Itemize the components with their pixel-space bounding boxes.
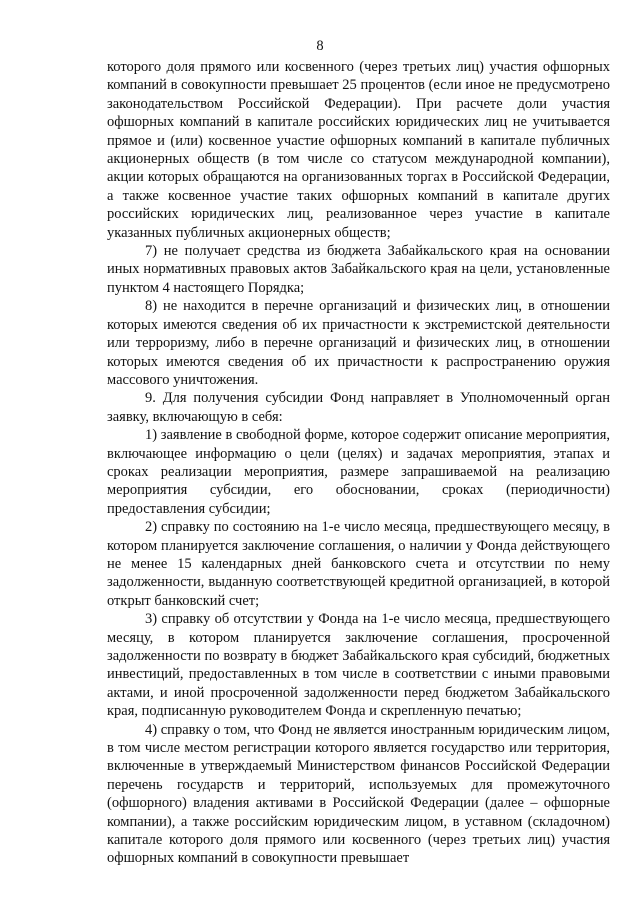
paragraph-subitem-2: 2) справку по состоянию на 1-е число месяца, предшествующего месяцу, в котором планируется заключение соглашения, о наличии у Фонда действующего не менее 15 календарных дней банковского счета и отсутствии по нему задолженности, выданную соответствующей кредитной организацией, в которой открыт банковский счет;: [107, 519, 610, 609]
paragraph-item-7: 7) не получает средства из бюджета Забайкальского края на основании иных нормативных правовых актов Забайкальского края на цели, установленные пунктом 4 настоящего Порядка;: [107, 243, 610, 296]
paragraph-item-8: 8) не находится в перечне организаций и физических лиц, в отношении которых имеются сведения об их причастности к экстремистской деятельности или терроризму, либо в перечне организаций и физических лиц, в отношении которых имеются сведения об их причастности к распространению оружия массового уничтожения.: [107, 298, 610, 388]
page-number: 8: [316, 38, 324, 54]
paragraph-subitem-1: 1) заявление в свободной форме, которое содержит описание мероприятия, включающее информацию о цели (целях) и задачах мероприятия, этапах и сроках реализации мероприятия, размере запрашиваемой на реализацию мероприятия субсидии, его обосновании, сроках (периодичности) предоставления субсидии;: [107, 427, 610, 517]
paragraph-subitem-4: 4) справку о том, что Фонд не является иностранным юридическим лицом, в том числе местом регистрации которого является государство или территория, включенные в утверждаемый Министерством финансов Российской Федерации перечень государств и территорий, используемых для промежуточного (офшорного) владения активами в Российской Федерации (далее – офшорные компании), а также российским юридическим лицом, в уставном (складочном) капитале которого доля прямого или косвенного (через третьих лиц) участия офшорных компаний в совокупности превышает: [107, 721, 610, 867]
document-body: [107, 58, 610, 868]
paragraph-section-9: 9. Для получения субсидии Фонд направляет в Уполномоченный орган заявку, включающую в себя:: [107, 390, 610, 425]
paragraph-subitem-3: 3) справку об отсутствии у Фонда на 1-е число месяца, предшествующего месяцу, в котором планируется заключение соглашения, просроченной задолженности по возврату в бюджет Забайкальского края субсидий, бюджетных инвестиций, предоставленных в том числе в соответствии с иными правовыми актами, и иной просроченной задолженности перед бюджетом Забайкальского края, подписанную руководителем Фонда и скрепленную печатью;: [107, 611, 610, 720]
paragraph-continuation: которого доля прямого или косвенного (через третьих лиц) участия офшорных компаний в совокупности превышает 25 процентов (если иное не предусмотрено законодательством Российской Федерации). При расчете доли участия офшорных компаний в капитале российских юридических лиц не учитывается прямое и (или) косвенное участие офшорных компаний в капитале публичных акционерных обществ (в том числе со статусом международной компании), акции которых обращаются на организованных торгах в Российской Федерации, а также косвенное участие таких офшорных компаний в капитале других российских юридических лиц, реализованное через участие в капитале указанных публичных акционерных обществ;: [107, 59, 610, 241]
